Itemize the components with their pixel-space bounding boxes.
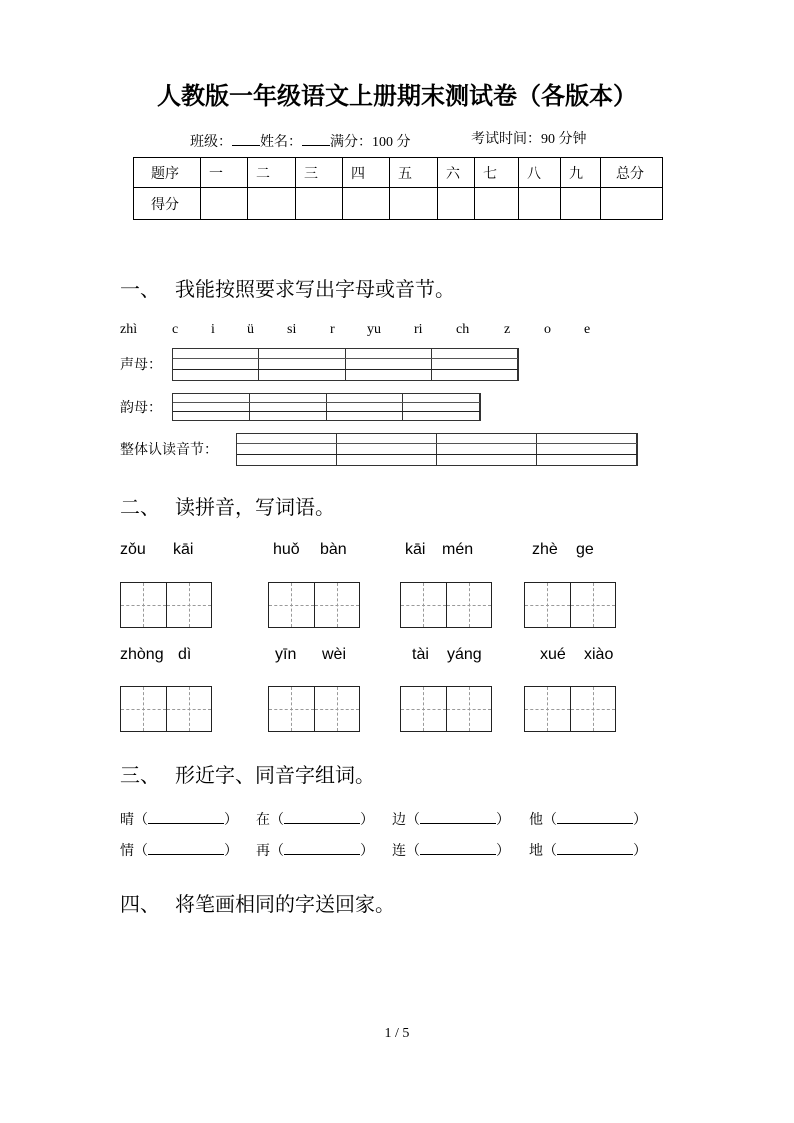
answer-blank xyxy=(284,840,360,855)
paren-close: ） xyxy=(360,844,374,859)
character-box xyxy=(314,687,360,731)
initials-writing-grid xyxy=(172,348,519,381)
student-info-line xyxy=(190,131,411,152)
answer-blank xyxy=(148,809,224,824)
answer-blank xyxy=(420,840,496,855)
pinyin-letter: e xyxy=(584,322,591,337)
character-box-pair xyxy=(120,582,212,628)
score-cell xyxy=(296,188,343,220)
grid-line xyxy=(173,358,518,359)
word-group-item xyxy=(392,809,510,830)
pinyin-letter: ch xyxy=(456,322,470,337)
answer-blank xyxy=(557,809,633,824)
word-group-character: 连 xyxy=(392,844,406,859)
page-number: 1 / 5 xyxy=(384,1026,410,1041)
paren-open: （ xyxy=(270,844,284,859)
grid-cell xyxy=(346,349,432,380)
answer-blank xyxy=(284,809,360,824)
paren-open: （ xyxy=(406,813,420,828)
section-4-number: 四、 xyxy=(120,894,160,916)
finals-label: 韵母： xyxy=(120,401,162,416)
section-2-title: 读拼音，写词语。 xyxy=(175,497,335,519)
paren-close: ） xyxy=(633,813,647,828)
pinyin-syllable: xiào xyxy=(584,646,614,663)
character-box xyxy=(166,687,212,731)
name-blank xyxy=(302,131,330,146)
score-cell xyxy=(248,188,296,220)
score-table xyxy=(133,157,663,220)
pinyin-syllable: tài xyxy=(412,646,429,663)
character-box-pair xyxy=(400,582,492,628)
score-table-header-cell: 总分 xyxy=(601,158,663,188)
score-table-header-cell: 七 xyxy=(475,158,519,188)
pinyin-letter: o xyxy=(544,322,551,337)
word-group-item xyxy=(256,840,374,861)
name-label: 姓名： xyxy=(260,135,302,150)
character-box xyxy=(446,583,492,627)
word-group-item xyxy=(120,809,238,830)
paren-close: ） xyxy=(360,813,374,828)
character-box xyxy=(401,687,446,731)
paren-open: （ xyxy=(134,844,148,859)
pinyin-syllable: wèi xyxy=(322,646,347,663)
grid-line xyxy=(173,402,480,403)
character-box xyxy=(121,687,166,731)
pinyin-letter: z xyxy=(504,322,511,337)
pinyin-letter: zhì xyxy=(120,322,138,337)
pinyin-letter: c xyxy=(172,322,179,337)
score-cell xyxy=(475,188,519,220)
word-group-item xyxy=(529,840,647,861)
pinyin-syllable: huǒ xyxy=(273,541,300,558)
class-label: 班级： xyxy=(190,135,232,150)
word-group-character: 再 xyxy=(256,844,270,859)
score-cell xyxy=(201,188,248,220)
score-table-header-cell: 六 xyxy=(438,158,475,188)
character-box xyxy=(314,583,360,627)
whole-syllables-writing-grid xyxy=(236,433,638,466)
paren-close: ） xyxy=(633,844,647,859)
score-cell xyxy=(601,188,663,220)
character-box xyxy=(401,583,446,627)
word-group-character: 他 xyxy=(529,813,543,828)
character-box xyxy=(269,583,314,627)
pinyin-syllable: zǒu xyxy=(120,541,146,558)
pinyin-letter: si xyxy=(287,322,297,337)
score-row-label: 得分 xyxy=(134,188,201,220)
word-group-character: 晴 xyxy=(120,813,134,828)
character-box xyxy=(121,583,166,627)
grid-cell xyxy=(403,394,480,420)
section-1-number: 一、 xyxy=(120,279,160,301)
section-3-number: 三、 xyxy=(120,765,160,787)
grid-line xyxy=(237,443,637,444)
score-table-header-cell: 五 xyxy=(390,158,438,188)
section-1-title: 我能按照要求写出字母或音节。 xyxy=(175,279,455,301)
pinyin-letter: ü xyxy=(247,322,254,337)
class-blank xyxy=(232,131,260,146)
section-4-title: 将笔画相同的字送回家。 xyxy=(175,894,395,916)
pinyin-letter: i xyxy=(211,322,215,337)
score-cell xyxy=(561,188,601,220)
character-box xyxy=(570,583,616,627)
character-box xyxy=(269,687,314,731)
score-cell xyxy=(390,188,438,220)
word-group-character: 边 xyxy=(392,813,406,828)
word-group-item xyxy=(120,840,238,861)
score-cell xyxy=(438,188,475,220)
character-box-pair xyxy=(400,686,492,732)
paren-open: （ xyxy=(543,844,557,859)
score-table-header-cell: 九 xyxy=(561,158,601,188)
answer-blank xyxy=(557,840,633,855)
character-box xyxy=(446,687,492,731)
character-box xyxy=(525,583,570,627)
paren-open: （ xyxy=(406,844,420,859)
score-table-header-cell: 四 xyxy=(343,158,390,188)
paren-close: ） xyxy=(496,844,510,859)
paren-open: （ xyxy=(270,813,284,828)
grid-line xyxy=(173,369,518,370)
word-group-character: 情 xyxy=(120,844,134,859)
word-group-character: 地 xyxy=(529,844,543,859)
word-group-item xyxy=(256,809,374,830)
exam-time-text: 考试时间：90 分钟 xyxy=(471,132,587,147)
page-title: 人教版一年级语文上册期末测试卷（各版本） xyxy=(157,84,637,110)
character-box xyxy=(525,687,570,731)
grid-cell xyxy=(432,349,518,380)
grid-cell xyxy=(537,434,637,465)
grid-cell xyxy=(237,434,337,465)
grid-cell xyxy=(259,349,345,380)
pinyin-syllable: mén xyxy=(442,541,474,558)
character-box-pair xyxy=(268,686,360,732)
pinyin-syllable: yīn xyxy=(275,646,297,663)
grid-cell xyxy=(337,434,437,465)
section-2-number: 二、 xyxy=(120,497,160,519)
pinyin-letter: yu xyxy=(367,322,381,337)
pinyin-syllable: zhè xyxy=(532,541,558,558)
pinyin-syllable: zhòng xyxy=(120,646,164,663)
character-box xyxy=(570,687,616,731)
whole-syllables-label: 整体认读音节： xyxy=(120,443,218,458)
paren-open: （ xyxy=(134,813,148,828)
grid-cell xyxy=(173,349,259,380)
grid-cell xyxy=(437,434,537,465)
section-3-title: 形近字、同音字组词。 xyxy=(175,765,375,787)
character-box-pair xyxy=(524,686,616,732)
initials-label: 声母： xyxy=(120,358,162,373)
pinyin-syllable: ge xyxy=(576,541,594,558)
score-table-header-cell: 三 xyxy=(296,158,343,188)
pinyin-syllable: dì xyxy=(178,646,192,663)
pinyin-syllable: xué xyxy=(540,646,566,663)
pinyin-letter: r xyxy=(330,322,335,337)
character-box-pair xyxy=(524,582,616,628)
pinyin-letter: ri xyxy=(414,322,423,337)
grid-line xyxy=(173,411,480,412)
paren-close: ） xyxy=(496,813,510,828)
grid-cell xyxy=(250,394,327,420)
word-group-character: 在 xyxy=(256,813,270,828)
character-box xyxy=(166,583,212,627)
score-table-header-cell: 二 xyxy=(248,158,296,188)
answer-blank xyxy=(420,809,496,824)
paren-close: ） xyxy=(224,813,238,828)
score-table-score-row xyxy=(134,188,663,220)
full-score-text: 满分：100 分 xyxy=(330,135,411,150)
score-table-header-row xyxy=(134,158,663,188)
word-group-item xyxy=(529,809,647,830)
grid-line xyxy=(237,454,637,455)
pinyin-syllable: kāi xyxy=(173,541,194,558)
score-table-header-cell: 一 xyxy=(201,158,248,188)
finals-writing-grid xyxy=(172,393,481,421)
paren-open: （ xyxy=(543,813,557,828)
answer-blank xyxy=(148,840,224,855)
paren-close: ） xyxy=(224,844,238,859)
score-table-header-cell: 八 xyxy=(519,158,561,188)
pinyin-syllable: yáng xyxy=(447,646,482,663)
score-table-header-cell: 题序 xyxy=(134,158,201,188)
pinyin-syllable: kāi xyxy=(405,541,426,558)
pinyin-syllable: bàn xyxy=(320,541,347,558)
score-cell xyxy=(343,188,390,220)
grid-cell xyxy=(173,394,250,420)
word-group-item xyxy=(392,840,510,861)
character-box-pair xyxy=(120,686,212,732)
character-box-pair xyxy=(268,582,360,628)
grid-cell xyxy=(327,394,404,420)
score-cell xyxy=(519,188,561,220)
